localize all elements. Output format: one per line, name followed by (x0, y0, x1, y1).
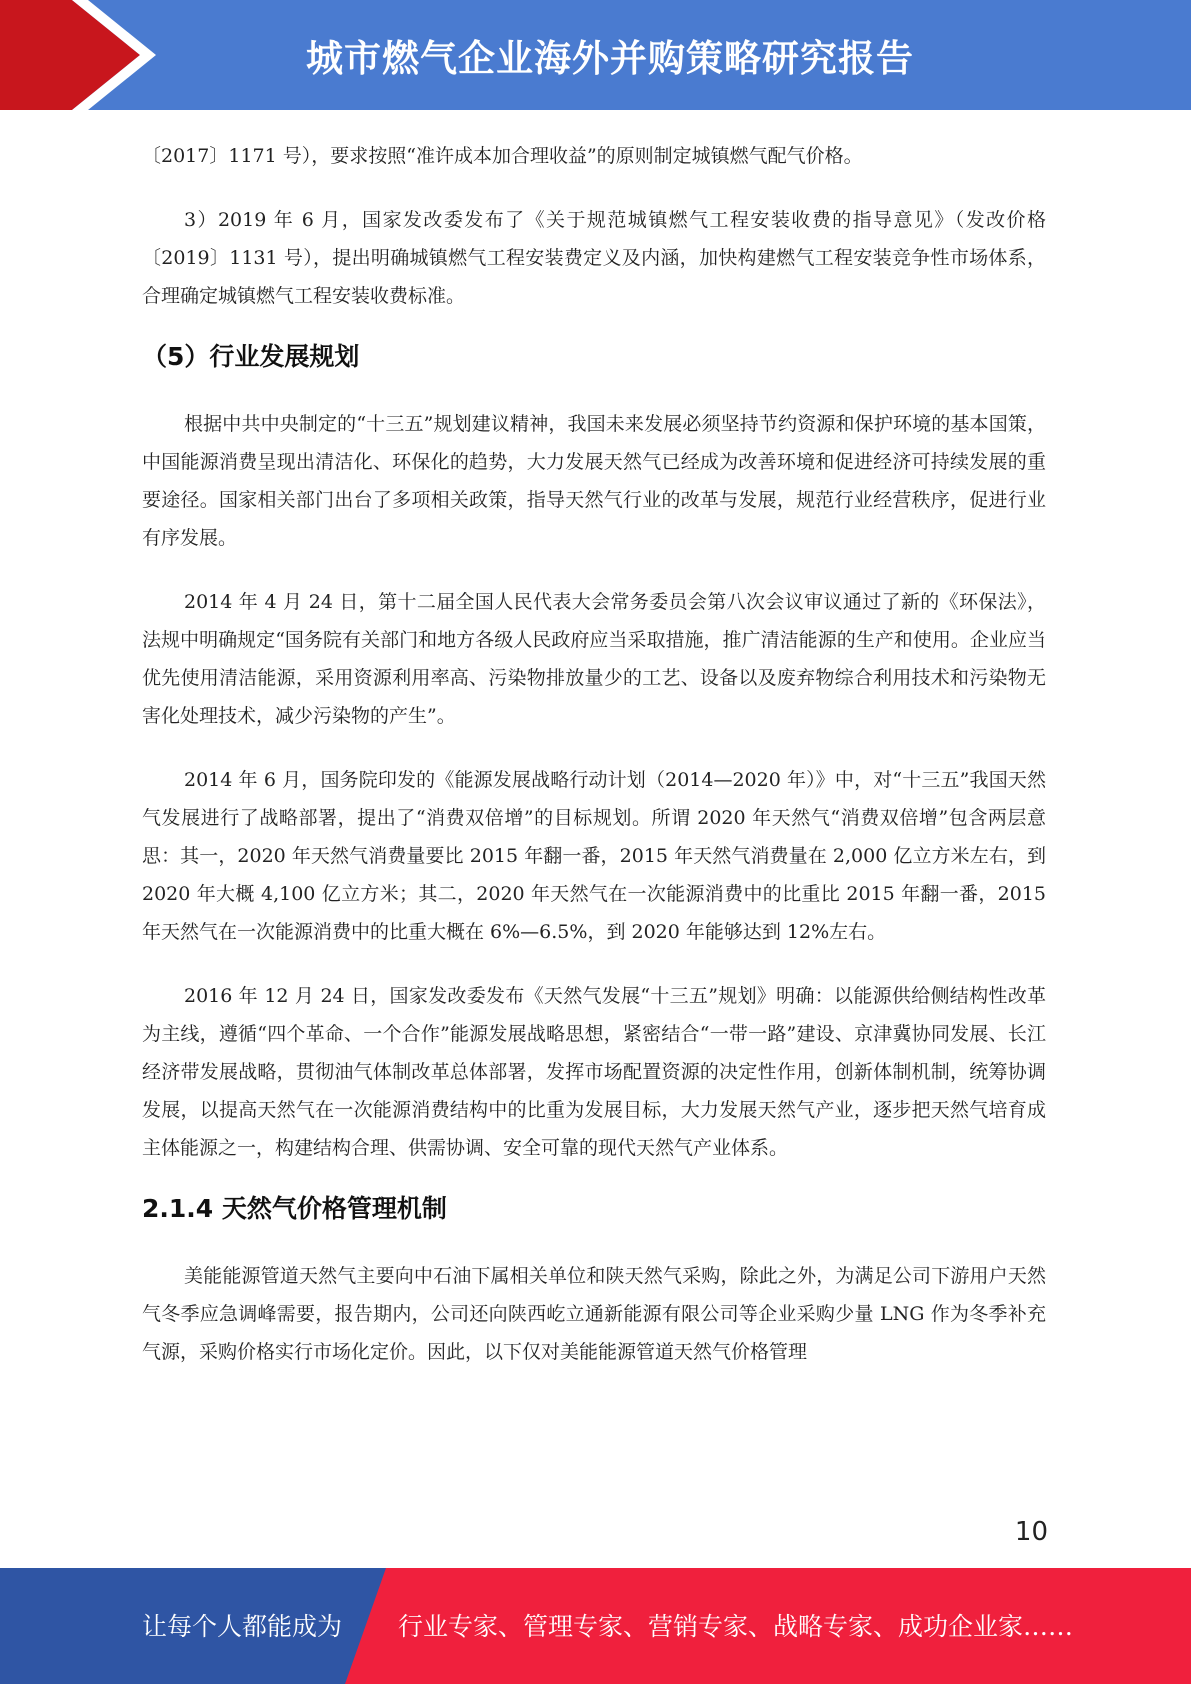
page-footer (0, 1568, 1191, 1684)
paragraph-continued: 〔2017〕1171 号），要求按照“准许成本加合理收益”的原则制定城镇燃气配气价格。 (142, 145, 863, 167)
header-red-arrow (0, 0, 140, 110)
document-body (142, 137, 1046, 1371)
section-heading-industry-plan: （5）行业发展规划 (142, 342, 360, 371)
paragraph-energy-strategy: 2014 年 6 月，国务院印发的《能源发展战略行动计划（2014—2020 年）》中，对“十三五”我国天然气发展进行了战略部署，提出了“消费双倍增”的目标规划。所谓 2020 年天然气“消费双倍增”包含两层意思：其一，2020 年天然气消费量要比 2015 年翻一番，2015 年天然气消费量在 2,000 亿立方米左右，到 2020 年大概 4,100 亿立方米；其二，2020 年天然气在一次能源消费中的比重比 2015 年翻一番，2015 年天然气在一次能源消费中的比重大概在 6%—6.5%，到 2020 年能够达到 12%左右。 (142, 769, 1046, 943)
page-header (0, 0, 1191, 110)
paragraph-environment-law: 2014 年 4 月 24 日，第十二届全国人民代表大会常务委员会第八次会议审议通过了新的《环保法》，法规中明确规定“国务院有关部门和地方各级人民政府应当采取措施，推广清洁能源的生产和使用。企业应当优先使用清洁能源，采用资源利用率高、污染物排放量少的工艺、设备以及废弃物综合利用技术和污染物无害化处理技术，减少污染物的产生”。 (142, 591, 1046, 727)
footer-slogan-right: 行业专家、管理专家、营销专家、战略专家、成功企业家…… (398, 1612, 1074, 1641)
paragraph-13th-plan: 根据中共中央制定的“十三五”规划建议精神，我国未来发展必须坚持节约资源和保护环境的基本国策，中国能源消费呈现出清洁化、环保化的趋势，大力发展天然气已经成为改善环境和促进经济可持续发展的重要途径。国家相关部门出台了多项相关政策，指导天然气行业的改革与发展，规范行业经营秩序，促进行业有序发展。 (142, 413, 1046, 549)
page-number: 10 (1014, 1517, 1048, 1547)
footer-slogan-left: 让每个人都能成为 (142, 1612, 343, 1641)
report-title: 城市燃气企业海外并购策略研究报告 (306, 37, 914, 80)
section-heading-price-mechanism: 2.1.4 天然气价格管理机制 (142, 1194, 447, 1223)
paragraph-installation-fee: 3）2019 年 6 月，国家发改委发布了《关于规范城镇燃气工程安装收费的指导意见》（发改价格〔2019〕1131 号），提出明确城镇燃气工程安装费定义及内涵，加快构建燃气工程安装竞争性市场体系，合理确定城镇燃气工程安装收费标准。 (142, 209, 1046, 307)
paragraph-gas-plan: 2016 年 12 月 24 日，国家发改委发布《天然气发展“十三五”规划》明确：以能源供给侧结构性改革为主线，遵循“四个革命、一个合作”能源发展战略思想，紧密结合“一带一路”建设、京津冀协同发展、长江经济带发展战略，贯彻油气体制改革总体部署，发挥市场配置资源的决定性作用，创新体制机制，统筹协调发展，以提高天然气在一次能源消费结构中的比重为发展目标，大力发展天然气产业，逐步把天然气培育成主体能源之一，构建结构合理、供需协调、安全可靠的现代天然气产业体系。 (142, 985, 1046, 1159)
paragraph-gas-procurement: 美能能源管道天然气主要向中石油下属相关单位和陕天然气采购，除此之外，为满足公司下游用户天然气冬季应急调峰需要，报告期内，公司还向陕西屹立通新能源有限公司等企业采购少量 LNG 作为冬季补充气源，采购价格实行市场化定价。因此，以下仅对美能能源管道天然气价格管理 (142, 1265, 1046, 1363)
